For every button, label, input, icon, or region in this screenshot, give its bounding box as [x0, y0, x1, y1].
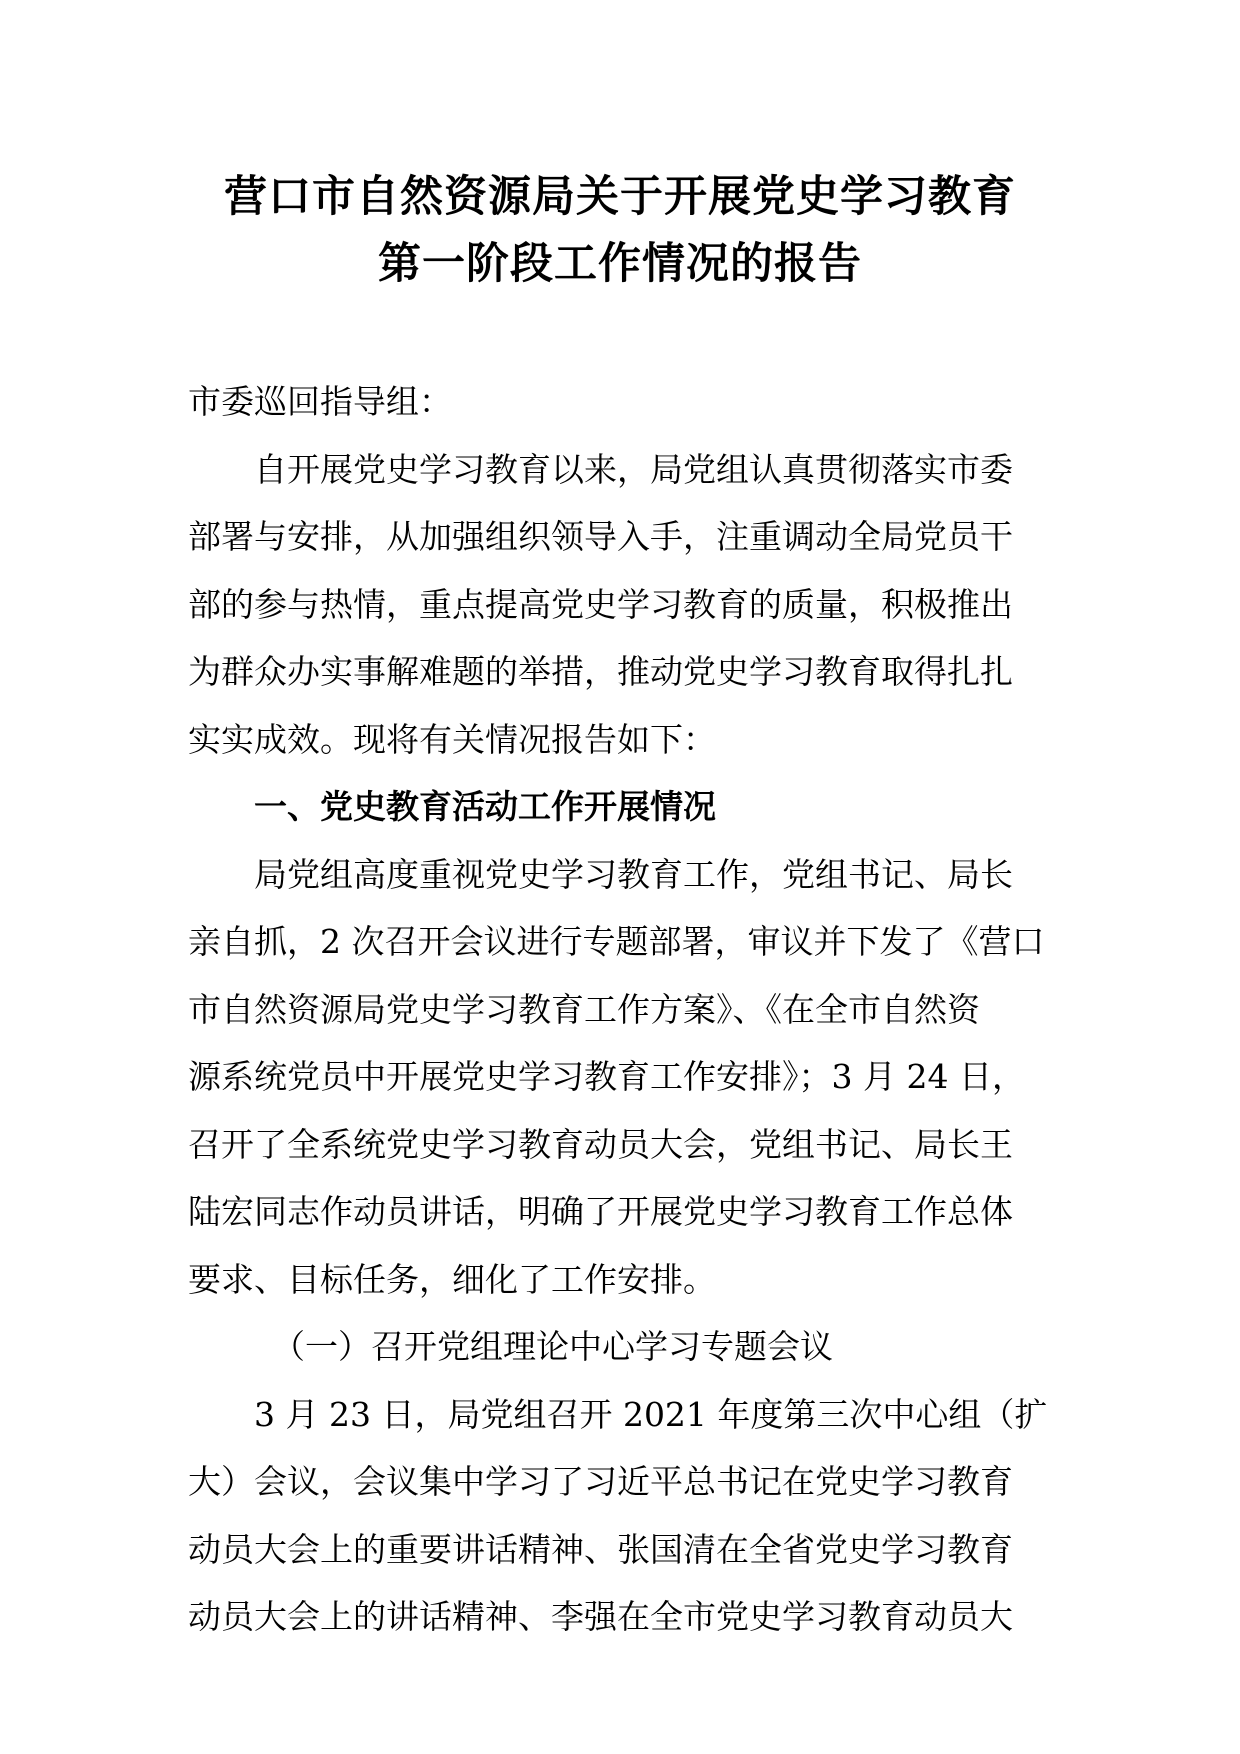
paragraph-line: 部的参与热情，重点提高党史学习教育的质量，积极推出	[188, 584, 1013, 624]
paragraph-line: 实实成效。现将有关情况报告如下：	[188, 719, 716, 759]
paragraph-line: 市自然资源局党史学习教育工作方案》、《在全市自然资	[188, 989, 980, 1029]
paragraph-line: 3 月 23 日，局党组召开 2021 年度第三次中心组（扩	[254, 1394, 1048, 1434]
salutation: 市委巡回指导组：	[188, 382, 452, 421]
paragraph-line: 源系统党员中开展党史学习教育工作安排》；3 月 24 日，	[188, 1057, 1025, 1096]
paragraph-line: 亲自抓，2 次召开会议进行专题部署，审议并下发了《营口	[188, 922, 1045, 961]
paragraph-line: 为群众办实事解难题的举措，推动党史学习教育取得扎扎	[188, 652, 1013, 691]
paragraph-line: 召开了全系统党史学习教育动员大会，党组书记、局长王	[188, 1124, 1013, 1164]
paragraph-line: 动员大会上的讲话精神、李强在全市党史学习教育动员大	[188, 1597, 1013, 1636]
paragraph-line: 大）会议，会议集中学习了习近平总书记在党史学习教育	[188, 1462, 1013, 1501]
paragraph-line: 自开展党史学习教育以来，局党组认真贯彻落实市委	[254, 449, 1013, 489]
document-title-line-2: 第一阶段工作情况的报告	[378, 239, 862, 289]
paragraph-line: 动员大会上的重要讲话精神、张国清在全省党史学习教育	[188, 1529, 1013, 1569]
paragraph-line: 部署与安排，从加强组织领导入手，注重调动全局党员干	[188, 517, 1013, 556]
paragraph-line: 局党组高度重视党史学习教育工作，党组书记、局长	[254, 854, 1013, 894]
document-title-line-1: 营口市自然资源局关于开展党史学习教育	[224, 172, 1016, 222]
paragraph-line: 要求、目标任务，细化了工作安排。	[188, 1259, 716, 1299]
subsection-heading: （一）召开党组理论中心学习专题会议	[272, 1327, 833, 1366]
paragraph-line: 陆宏同志作动员讲话，明确了开展党史学习教育工作总体	[188, 1192, 1013, 1231]
section-heading: 一、党史教育活动工作开展情况	[254, 787, 716, 826]
document-body	[188, 368, 1058, 1651]
